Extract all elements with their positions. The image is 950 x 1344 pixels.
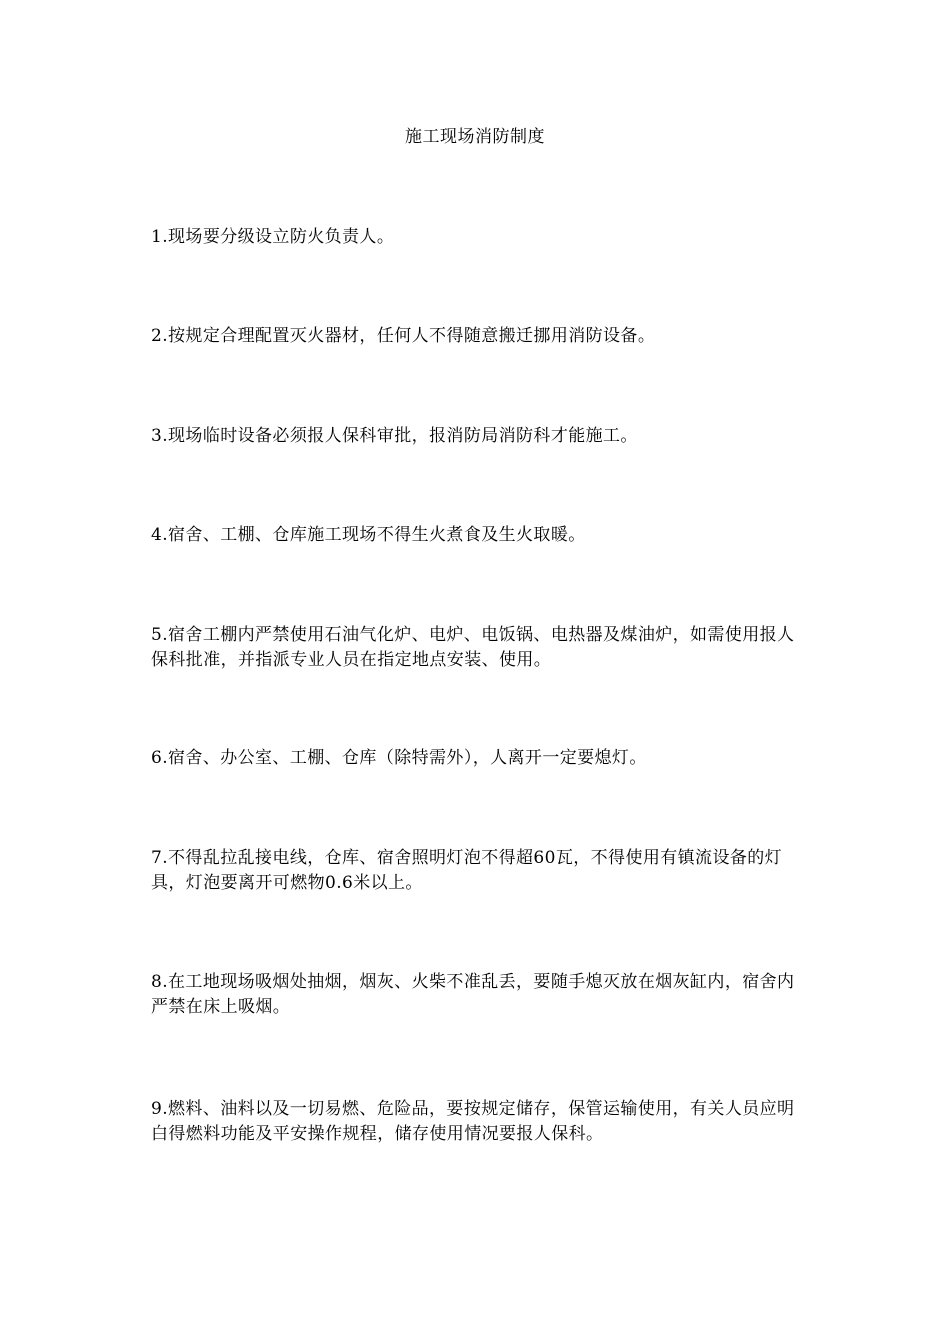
rule-item-7: 7.不得乱拉乱接电线，仓库、宿舍照明灯泡不得超60瓦，不得使用有镇流设备的灯具，灯泡要离开可燃物0.6米以上。 [151,848,783,893]
rule-item-4: 4.宿舍、工棚、仓库施工现场不得生火煮食及生火取暖。 [151,525,586,545]
rule-item-5: 5.宿舍工棚内严禁使用石油气化炉、电炉、电饭锅、电热器及煤油炉，如需使用报人保科批准，并指派专业人员在指定地点安装、使用。 [151,625,795,670]
document-title: 施工现场消防制度 [405,127,545,147]
rule-item-3: 3.现场临时设备必须报人保科审批，报消防局消防科才能施工。 [151,426,638,446]
rule-item-6: 6.宿舍、办公室、工棚、仓库（除特需外），人离开一定要熄灯。 [151,748,647,768]
rule-item-9: 9.燃料、油料以及一切易燃、危险品，要按规定储存，保管运输使用，有关人员应明白得燃料功能及平安操作规程，储存使用情况要报人保科。 [151,1099,795,1144]
rule-item-1: 1.现场要分级设立防火负责人。 [151,227,395,247]
rule-item-8: 8.在工地现场吸烟处抽烟，烟灰、火柴不准乱丢，要随手熄灭放在烟灰缸内，宿舍内严禁在床上吸烟。 [151,972,795,1017]
rule-item-2: 2.按规定合理配置灭火器材，任何人不得随意搬迁挪用消防设备。 [151,326,656,346]
